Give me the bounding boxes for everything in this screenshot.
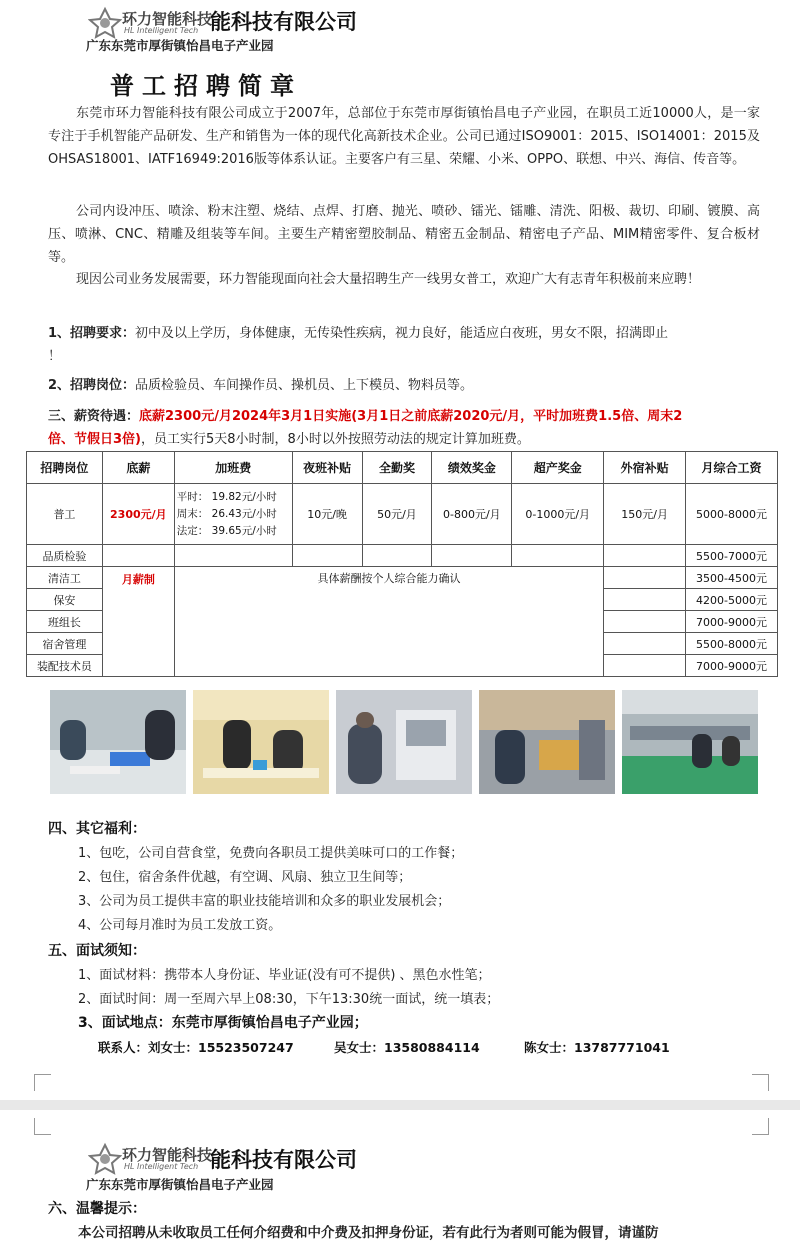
intro-paragraph-2: 公司内设冲压、喷涂、粉末注塑、烧结、点焊、打磨、抛光、喷砂、镭光、镭雕、清洗、阳极、裁切、印刷、镀膜、高压、喷淋、CNC、精雕及组装等车间。主要生产精密塑胶制品、精密五金制品、精密电子产品、MIM精密零件、复合板材等。 xyxy=(48,204,760,265)
table-cell: 5500-7000元 xyxy=(686,545,778,567)
table-header: 夜班补贴 xyxy=(292,452,362,484)
table-cell xyxy=(604,567,686,589)
table-header: 超产奖金 xyxy=(512,452,604,484)
benefit-item: 4、公司每月准时为员工发放工资。 xyxy=(78,918,282,933)
company-address-page2: 广东东莞市厚街镇怡昌电子产业园 xyxy=(86,1177,274,1192)
table-cell xyxy=(432,545,512,567)
salary-red-text-1: 底薪2300元/月2024年3月1日实施(3月1日之前底薪2020元/月，平时加班费1.5倍、周末2 xyxy=(139,409,683,424)
ot-weekday: 平时： 19.82元/小时 xyxy=(176,490,277,503)
table-header-row xyxy=(27,452,778,484)
table-header: 外宿补贴 xyxy=(604,452,686,484)
ot-weekend: 周末： 26.43元/小时 xyxy=(176,507,277,520)
positions-text: 品质检验员、车间操作员、操机员、上下模员、物料员等。 xyxy=(135,378,474,393)
benefit-item: 3、公司为员工提供丰富的职业技能培训和众多的职业发展机会； xyxy=(78,894,451,909)
tips-heading: 六、温馨提示： xyxy=(48,1201,146,1217)
table-cell: 5000-8000元 xyxy=(686,484,778,545)
table-cell: 4200-5000元 xyxy=(686,589,778,611)
factory-photo-1 xyxy=(50,690,186,794)
table-row xyxy=(27,567,778,589)
table-cell: 5500-8000元 xyxy=(686,633,778,655)
table-cell: 普工 xyxy=(27,484,103,545)
logo-text-en: HL Intelligent Tech xyxy=(124,26,199,35)
logo-mark-icon xyxy=(88,6,122,40)
table-cell: 2300元/月 xyxy=(102,484,174,545)
table-cell xyxy=(604,655,686,677)
table-cell xyxy=(604,633,686,655)
factory-photo-3 xyxy=(336,690,472,794)
logo-mark-icon xyxy=(88,1142,122,1176)
table-cell: 保安 xyxy=(27,589,103,611)
page-title: 普工招聘简章 xyxy=(110,72,302,100)
table-header: 月综合工资 xyxy=(686,452,778,484)
table-cell xyxy=(362,545,432,567)
table-cell: 班组长 xyxy=(27,611,103,633)
table-cell xyxy=(174,545,292,567)
table-cell-merged-base: 月薪制 xyxy=(102,567,174,677)
table-cell xyxy=(604,545,686,567)
intro-paragraph-3: 现因公司业务发展需要，环力智能现面向社会大量招聘生产一线男女普工，欢迎广大有志青年积极前来应聘！ xyxy=(76,272,701,287)
salary-red-text-2: 倍、节假日3倍) xyxy=(48,432,141,447)
corner-mark xyxy=(34,1118,51,1135)
factory-photo-strip xyxy=(50,690,758,794)
company-name-page2: 能科技有限公司 xyxy=(210,1148,357,1172)
table-row xyxy=(27,545,778,567)
table-cell: 3500-4500元 xyxy=(686,567,778,589)
interview-item: 1、面试材料：携带本人身份证、毕业证(没有可不提供) 、黑色水性笔； xyxy=(78,968,491,983)
corner-mark xyxy=(34,1074,51,1091)
requirements-label: 1、招聘要求： xyxy=(48,326,136,341)
company-address: 广东东莞市厚街镇怡昌电子产业园 xyxy=(86,38,274,53)
table-header: 全勤奖 xyxy=(362,452,432,484)
interview-heading: 五、面试须知： xyxy=(48,943,146,959)
intro-paragraph-1: 东莞市环力智能科技有限公司成立于2007年，总部位于东莞市厚街镇怡昌电子产业园，在职员工近10000人，是一家专注于手机智能产品研发、生产和销售为一体的现代化高新技术企业。公司已通过ISO9001：2015、ISO14001：2015及OHSAS18001、IATF16949:2016版等体系认证。主要客户有三星、荣耀、小米、OPPO、联想、中兴、海信、传音等。 xyxy=(48,106,760,167)
table-cell: 品质检验 xyxy=(27,545,103,567)
table-header: 加班费 xyxy=(174,452,292,484)
salary-line-2 xyxy=(48,428,530,447)
company-logo-page2 xyxy=(88,1140,216,1180)
table-cell: 清洁工 xyxy=(27,567,103,589)
table-header: 底薪 xyxy=(102,452,174,484)
contact-chen: 陈女士：13787771041 xyxy=(524,1040,670,1055)
ot-holiday: 法定： 39.65元/小时 xyxy=(176,524,277,537)
logo-text-en: HL Intelligent Tech xyxy=(124,1162,199,1171)
company-name: 能科技有限公司 xyxy=(210,10,357,34)
benefit-item: 1、包吃，公司自营食堂，免费向各职员工提供美味可口的工作餐； xyxy=(78,846,464,861)
benefits-heading: 四、其它福利： xyxy=(48,821,146,837)
requirements-line xyxy=(48,322,668,341)
salary-table xyxy=(26,451,778,677)
factory-photo-2 xyxy=(193,690,329,794)
table-cell xyxy=(102,545,174,567)
table-header: 招聘岗位 xyxy=(27,452,103,484)
table-cell: 10元/晚 xyxy=(292,484,362,545)
corner-mark xyxy=(752,1118,769,1135)
logo-text-cn: 环力智能科技 xyxy=(122,10,213,28)
interview-item: 2、面试时间：周一至周六早上08:30，下午13:30统一面试，统一填表； xyxy=(78,992,500,1007)
positions-label: 2、招聘岗位： xyxy=(48,378,136,393)
table-cell: 装配技术员 xyxy=(27,655,103,677)
table-cell: 0-800元/月 xyxy=(432,484,512,545)
logo-text-cn: 环力智能科技 xyxy=(122,1146,213,1164)
tips-text: 本公司招聘从未收取员工任何介绍费和中介费及扣押身份证，若有此行为者则可能为假冒，请谨防 xyxy=(78,1225,659,1241)
table-cell xyxy=(604,611,686,633)
table-cell xyxy=(604,589,686,611)
factory-photo-5 xyxy=(622,690,758,794)
salary-tail-text: ，员工实行5天8小时制，8小时以外按照劳动法的规定计算加班费。 xyxy=(141,432,530,447)
table-cell-overtime xyxy=(174,484,292,545)
salary-line-1 xyxy=(48,405,682,424)
requirements-line-2: ！ xyxy=(48,349,62,364)
contact-liu: 联系人：刘女士：15523507247 xyxy=(98,1040,294,1055)
table-cell: 7000-9000元 xyxy=(686,655,778,677)
positions-line xyxy=(48,374,473,393)
table-cell: 7000-9000元 xyxy=(686,611,778,633)
requirements-text: 初中及以上学历，身体健康，无传染性疾病，视力良好，能适应白夜班，男女不限，招满即止 xyxy=(135,326,669,341)
table-cell xyxy=(512,545,604,567)
table-cell xyxy=(292,545,362,567)
table-cell: 宿舍管理 xyxy=(27,633,103,655)
factory-photo-4 xyxy=(479,690,615,794)
contact-wu: 吴女士：13580884114 xyxy=(334,1040,480,1055)
corner-mark xyxy=(752,1074,769,1091)
table-cell-merged-note: 具体薪酬按个人综合能力确认 xyxy=(174,567,603,677)
salary-label: 三、薪资待遇： xyxy=(48,409,140,424)
table-cell: 150元/月 xyxy=(604,484,686,545)
page-separator xyxy=(0,1100,800,1110)
benefit-item: 2、包住，宿舍条件优越，有空调、风扇、独立卫生间等； xyxy=(78,870,412,885)
table-row xyxy=(27,484,778,545)
table-cell: 0-1000元/月 xyxy=(512,484,604,545)
table-cell: 50元/月 xyxy=(362,484,432,545)
interview-place: 3、面试地点：东莞市厚街镇怡昌电子产业园； xyxy=(78,1015,368,1031)
table-header: 绩效奖金 xyxy=(432,452,512,484)
